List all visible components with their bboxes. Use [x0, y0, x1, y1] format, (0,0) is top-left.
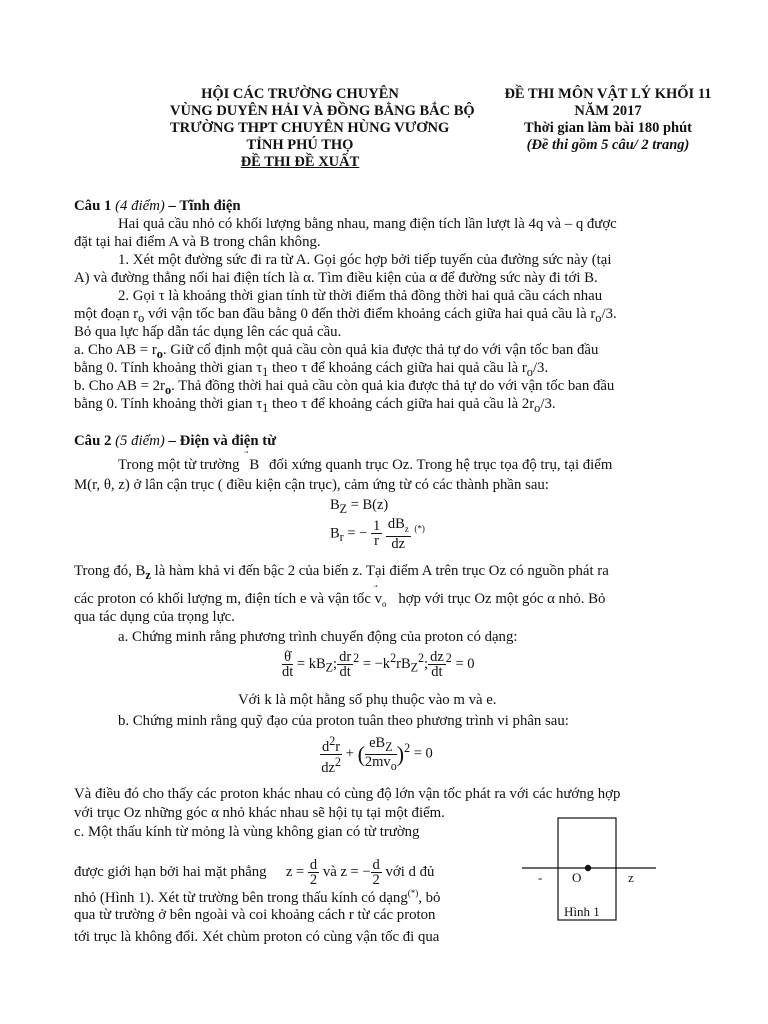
q1-part2-b: một đoạn $r_o$ với vận tốc ban đầu bằng 0 đến thời điểm khoảng cách giữa hai quả cầu là $r_o/3$.	[74, 306, 617, 325]
equation-trajectory: $\frac{d^2r}{dz^2}$ + ( $\frac{eB_Z}{2mv_o}$ )$^2$ = 0	[321, 734, 433, 776]
q2-text-2: các proton có khối lượng m, điện tích e và vận tốc $v_o$ hợp với trục Oz một góc α nhỏ. Bỏ	[74, 590, 605, 613]
q2-intro-2: M(r, θ, z) ở lân cận trục ( điều kiện cận trục), cảm ứng từ có các thành phần sau:	[74, 477, 549, 493]
q2-conclusion-1: Và điều đó cho thấy các proton khác nhau có cùng độ lớn vận tốc phát ra với các hướng hợp	[74, 786, 621, 802]
axis-z-label: z	[628, 870, 634, 885]
vector-v0-symbol: $v_o$	[374, 591, 387, 609]
q2-heading: Câu 2 (5 điểm) – Điện và điện từ	[74, 433, 277, 449]
q1-b-1: b. Cho AB = $2r_o$. Thả đồng thời hai quả cầu còn quả kia được thả tự do với vận tốc ban đầu	[74, 378, 615, 397]
q2-part-c-3: nhỏ (Hình 1). Xét từ trường bên trong thấu kính có dạng(*), bỏ	[74, 888, 441, 906]
province: TỈNH PHÚ THỌ	[246, 137, 354, 153]
q2-part-c-2: được giới hạn bởi hai mặt phẳng z = $\frac{d}{2}$ và z = − $\frac{d}{2}$ với d đủ	[74, 857, 435, 888]
q1-b-2: bằng 0. Tính khoảng thời gian $\tau_1$ theo τ để khoảng cách giữa hai quả cầu là $2r_o/3$.	[74, 396, 556, 415]
vector-b-symbol: B	[249, 457, 260, 473]
q1-intro-1: Hai quả cầu nhỏ có khối lượng bằng nhau, mang điện tích lần lượt là 4q và – q được	[118, 216, 617, 232]
q1-part1-b: A) và đường thẳng nối hai điện tích là α. Tìm điều kiện của α để đường sức này đi tới B.	[74, 270, 598, 286]
header-right	[478, 86, 738, 154]
q1-a-1: a. Cho AB = $r_o$. Giữ cố định một quả cầu còn quả kia được thả tự do với vận tốc ban đầu	[74, 342, 599, 361]
figure-1	[520, 816, 660, 926]
q2-part-b: b. Chứng minh rằng quỹ đạo của proton tuân theo phương trình vi phân sau:	[118, 713, 569, 729]
q2-part-c-4: qua từ trường ở bên ngoài và coi khoảng cách r từ các proton	[74, 907, 436, 923]
school-name: TRƯỜNG THPT CHUYÊN HÙNG VƯƠNG	[170, 120, 450, 136]
q1-part2-a: 2. Gọi τ là khoảng thời gian tính từ thời điểm thả đồng thời hai quả cầu cách nhau	[118, 288, 603, 304]
equation-br: $B_r$ = − $\frac{1}{r}$ $\frac{dB_z}{dz}$ (*)	[330, 516, 425, 552]
q2-text-3: qua tác dụng của trọng lực.	[74, 609, 235, 625]
q2-part-c-5: tới trục là không đổi. Xét chùm proton có cùng vận tốc đi qua	[74, 929, 440, 945]
k-note: Với k là một hằng số phụ thuộc vào m và e.	[238, 692, 497, 708]
header-left	[170, 86, 475, 171]
q1-intro-2: đặt tại hai điểm A và B trong chân không.	[74, 234, 321, 250]
origin-label: O	[572, 870, 582, 885]
q2-text-1: Trong đó, $B_z$ là hàm khả vi đến bậc 2 của biến z. Tại điểm A trên trục Oz có nguồn phát ra	[74, 563, 609, 582]
q2-part-c-1: c. Một thấu kính từ mỏng là vùng không gian có từ trường	[74, 824, 420, 840]
q2-part-a: a. Chứng minh rằng phương trình chuyển động của proton có dạng:	[118, 629, 518, 645]
axis-minus-label: -	[538, 870, 543, 885]
equation-bz: $B_Z = B(z)$	[330, 497, 389, 516]
q1-part1-a: 1. Xét một đường sức đi ra từ A. Gọi góc hợp bởi tiếp tuyến của đường sức này (tại	[118, 252, 612, 268]
equation-motion: $\frac{\thetȧ}{dt}$ = $kB_Z$; $\frac{dr}{dt}$ $^2 = -k^2rB_Z^2$; $\frac{dz}{dt}$ $^2$ = 0	[282, 649, 475, 680]
region: VÙNG DUYÊN HẢI VÀ ĐỒNG BẰNG BẮC BỘ	[170, 103, 475, 119]
q2-conclusion-2: với trục Oz những góc α nhỏ khác nhau sẽ hội tụ tại một điểm.	[74, 805, 445, 821]
figure-caption: Hình 1	[564, 904, 600, 919]
q2-intro-1: Trong một từ trường B đối xứng quanh trục Oz. Trong hệ trục tọa độ trụ, tại điểm	[118, 457, 613, 473]
exam-subject: ĐỀ THI MÔN VẬT LÝ KHỐI 11	[504, 86, 712, 102]
origin-point	[585, 865, 591, 871]
exam-year: NĂM 2017	[574, 103, 642, 119]
school-group: HỘI CÁC TRƯỜNG CHUYÊN	[201, 86, 399, 102]
q1-heading: Câu 1 (4 điểm) – Tĩnh điện	[74, 198, 241, 214]
q1-part2-c: Bỏ qua lực hấp dẫn tác dụng lên các quả cầu.	[74, 324, 342, 340]
exam-pages: (Đề thi gồm 5 câu/ 2 trang)	[526, 137, 690, 153]
exam-duration: Thời gian làm bài 180 phút	[524, 120, 692, 136]
q1-a-2: bằng 0. Tính khoảng thời gian $\tau_1$ theo τ để khoảng cách giữa hai quả cầu là $r_o/3$.	[74, 360, 549, 379]
exam-type: ĐỀ THI ĐỀ XUẤT	[240, 154, 360, 170]
